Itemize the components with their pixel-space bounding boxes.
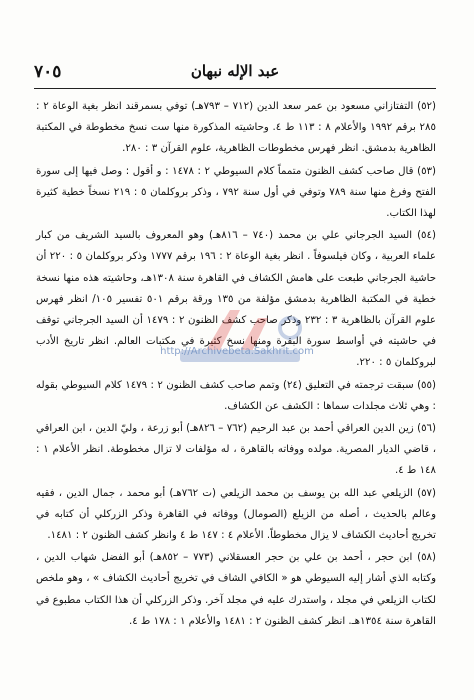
footnotes-body [36,96,436,690]
footnote-55: (٥٥) سبقت ترجمته في التعليق (٢٤) وتمم صاحب كشف الظنون ٢ : ١٤٧٩ كلام السيوطي بقوله : وهي ثلاث مجلدات سماها : الكشف عن الكشاف. [36,379,436,412]
page-number: ٧٠٥ [34,62,62,82]
footnote-57: (٥٧) الزيلعي عبد الله بن يوسف بن محمد الزيلعي (ت ٧٦٢هـ) أبو محمد ، جمال الدين ، فقيه وعالم بالحديث ، أصله من الزيلع (الصومال) ووفاته في القاهرة وذكر الزركلي أن كتابه في تخريج أحاديث الكشاف لا يزال مخطوطاً. الأعلام ٤ : ١٤٧ ط ٤ وانظر كشف الظنون ٢ : ١٤٨١. [36,487,436,542]
footnote-58: (٥٨) ابن حجر ، أحمد بن علي بن حجر العسقلاني (٧٧٣ – ٨٥٢هـ) أبو الفضل شهاب الدين ، وكتابه الذي أشار إليه السيوطي هو « الكافي الشاف في تخريج أحاديث الكشاف » ، وهو ملخص لكتاب الزيلعي في مجلد ، واستدرك عليه في مجلد آخر. وذكر الزركلي أن هذا الكتاب مطبوع في القاهرة سنة ١٣٥٤هـ. انظر كشف الظنون ٢ : ١٤٨١ والأعلام ١ : ١٧٨ ط ٤. [36,552,436,627]
footnote-54: (٥٤) السيد الجرجاني علي بن محمد (٧٤٠ – ٨١٦هـ) وهو المعروف بالسيد الشريف من كبار علماء العربية ، وكان فيلسوفاً . انظر بغية الوعاة ٢ : ١٩٦ برقم ١٧٧٧ وذكر بروكلمان ٥ : ٢٢٠ أن حاشية الجرجاني طبعت على هامش الكشاف في القاهرة سنة ١٣٠٨هـ، وحاشيته هذه منها نسخة خطية في المكتبة الظاهرية بدمشق مؤلفة من ١٣٥ ورقة برقم ٥٠١ تفسير ١٠٥/ انظر فهرس علوم القرآن بالظاهرية ٣ : ٢٣٢ وذكر صاحب كشف الظنون ٢ : ١٤٧٩ أن السيد الجرجاني توقف في حاشيته في أواسط سورة البقرة ومنها نسخ كثيرة في مكتبات العالم. انظر تاريخ الأدب لبروكلمان ٥ : ٢٢٠. [36,230,436,369]
footnote-53: (٥٣) قال صاحب كشف الظنون متمماً كلام السيوطي ٢ : ١٤٧٨ : و أقول : وصل فيها إلى سورة الفتح وفرغ منها سنة ٧٨٩ وتوفي في أول سنة ٧٩٢ ، وذكر بروكلمان ٥ : ٢١٩ نسخاً خطية كثيرة لهذا الكتاب. [36,165,437,220]
running-title: عبد الإله نبهان [190,62,280,80]
footnote-52: (٥٢) التفتازاني مسعود بن عمر سعد الدين (٧١٢ – ٧٩٣هـ) توفي بسمرقند انظر بغية الوعاة ٢ : ٢٨٥ برقم ١٩٩٢ والأعلام ٨ : ١١٣ ط ٤. وحاشيته المذكورة منها ست نسخ مخطوطة في المكتبة الظاهرية بدمشق. انظر فهرس مخطوطات الظاهرية، علوم القرآن ٣ : ٢٨٠. [36,101,436,155]
page-header [34,58,436,89]
watermark-url: http://Archivebeta.Sakhrit.com [160,346,314,357]
footnote-56: (٥٦) زين الدين العراقي أحمد بن عبد الرحيم (٧٦٢ – ٨٢٦هـ) أبو زرعة ، وليّ الدين ، ابن العراقي ، قاضي الديار المصرية. مولده ووفاته بالقاهرة ، له مؤلفات لا تزال مخطوطة. انظر الأعلام ١ : ١٤٨ ط ٤. [36,423,437,477]
